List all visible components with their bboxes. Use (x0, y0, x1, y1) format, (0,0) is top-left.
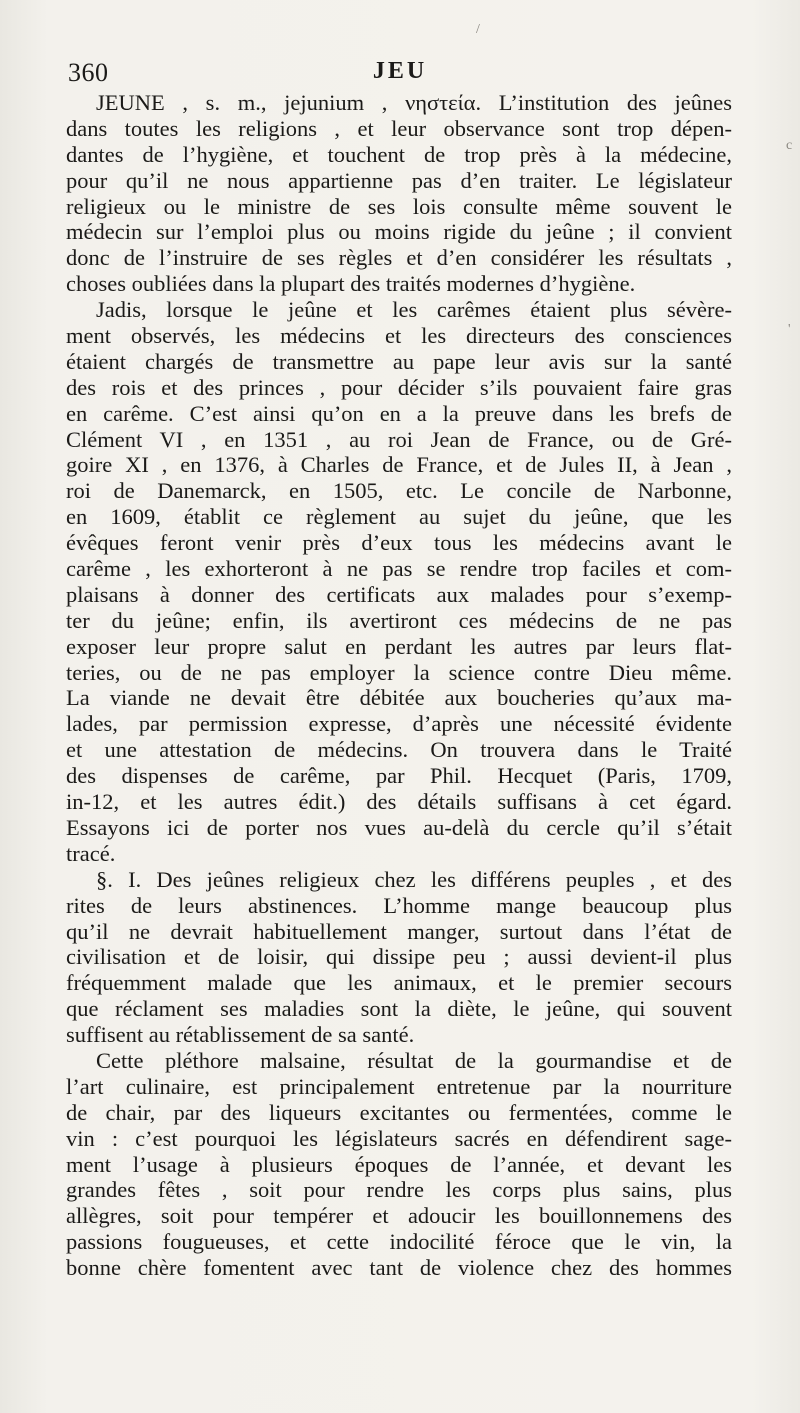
text-line: tracé. (66, 840, 116, 866)
text-line: qu’il ne devrait habituellement manger, surtout dans l’état de (66, 918, 732, 944)
text-line: de chair, par des liqueurs excitantes ou fermentées, comme le (66, 1099, 732, 1125)
text-line: Jadis, lorsque le jeûne et les carêmes étaient plus sévère- (96, 297, 732, 323)
text-line: goire XI , en 1376, à Charles de France, et de Jules II, à Jean , (66, 452, 732, 478)
text-line: lades, par permission expresse, d’après une nécessité évidente (66, 711, 732, 737)
margin-speck: ' (788, 322, 791, 337)
text-line: roi de Danemarck, en 1505, etc. Le concile de Narbonne, (66, 478, 732, 504)
text-line: passions fougueuses, et cette indocilité féroce que le vin, la (66, 1229, 732, 1255)
text-line: dantes de l’hygiène, et touchent de trop près à la médecine, (66, 141, 732, 167)
text-line: que réclament ses maladies sont la diète, le jeûne, qui souvent (66, 996, 732, 1022)
text-line: rites de leurs abstinences. L’homme mange beaucoup plus (66, 892, 732, 918)
text-line: l’art culinaire, est principalement entretenue par la nourriture (66, 1073, 732, 1099)
text-line: des rois et des princes , pour décider s’ils pouvaient faire gras (66, 374, 732, 400)
text-line: ter du jeûne; enfin, ils avertiront ces médecins de ne pas (66, 607, 732, 633)
text-line: religieux ou le ministre de ses lois consulte même souvent le (66, 193, 732, 219)
text-line: Clément VI , en 1351 , au roi Jean de France, ou de Gré- (66, 426, 732, 452)
text-line: pour qu’il ne nous appartienne pas d’en traiter. Le législateur (66, 167, 732, 193)
margin-speck: c (786, 138, 793, 153)
page-header (68, 58, 732, 88)
text-line: suffisent au rétablissement de sa santé. (66, 1022, 415, 1048)
text-line: ment observés, les médecins et les directeurs des consciences (66, 323, 732, 349)
text-line: dans toutes les religions , et leur observance sont trop dépen- (66, 115, 732, 141)
page-number: 360 (68, 58, 109, 87)
text-line: plaisans à donner des certificats aux malades pour s’exemp- (66, 581, 732, 607)
body-text (66, 90, 732, 1281)
text-line: donc de l’instruire de ses règles et d’en considérer les résultats , (66, 245, 732, 271)
text-line: JEUNE , s. m., jejunium , νηστεία. L’institution des jeûnes (96, 90, 732, 115)
margin-speck: / (476, 22, 480, 37)
text-line: et une attestation de médecins. On trouvera dans le Traité (66, 737, 732, 763)
text-line: bonne chère fomentent avec tant de violence chez des hommes (66, 1255, 732, 1281)
text-line: teries, ou de ne pas employer la science contre Dieu même. (66, 659, 732, 685)
text-line: grandes fêtes , soit pour rendre les corps plus sains, plus (66, 1177, 732, 1203)
running-head: JEU (372, 58, 428, 84)
text-line: La viande ne devait être débitée aux boucheries qu’aux ma- (66, 685, 732, 711)
text-line: en carême. C’est ainsi qu’on en a la preuve dans les brefs de (66, 400, 732, 426)
text-line: étaient chargés de transmettre au pape leur avis sur la santé (66, 348, 732, 374)
text-line: carême , les exhorteront à ne pas se rendre trop faciles et com- (66, 556, 732, 582)
text-line: en 1609, établit ce règlement au sujet du jeûne, que les (66, 504, 732, 530)
text-line: choses oubliées dans la plupart des traités modernes d’hygiène. (66, 271, 636, 297)
text-line: Cette pléthore malsaine, résultat de la gourmandise et de (96, 1047, 732, 1073)
text-line: évêques feront venir près d’eux tous les médecins avant le (66, 530, 732, 556)
text-line: §. I. Des jeûnes religieux chez les différens peuples , et des (96, 866, 732, 892)
text-line: vin : c’est pourquoi les législateurs sacrés en défendirent sage- (66, 1125, 732, 1151)
text-line: allègres, soit pour tempérer et adoucir les bouillonnemens des (66, 1203, 732, 1229)
text-line: exposer leur propre salut en perdant les autres par leurs flat- (66, 633, 732, 659)
text-line: civilisation et de loisir, qui dissipe peu ; aussi devient-il plus (66, 944, 732, 970)
text-line: ment l’usage à plusieurs époques de l’année, et devant les (66, 1151, 732, 1177)
text-line: des dispenses de carême, par Phil. Hecquet (Paris, 1709, (66, 763, 732, 789)
text-line: fréquemment malade que les animaux, et le premier secours (66, 970, 732, 996)
text-line: Essayons ici de porter nos vues au-delà du cercle qu’il s’était (66, 814, 732, 840)
text-line: in-12, et les autres édit.) des détails suffisans à cet égard. (66, 789, 732, 815)
text-line: médecin sur l’emploi plus ou moins rigide du jeûne ; il convient (66, 219, 732, 245)
